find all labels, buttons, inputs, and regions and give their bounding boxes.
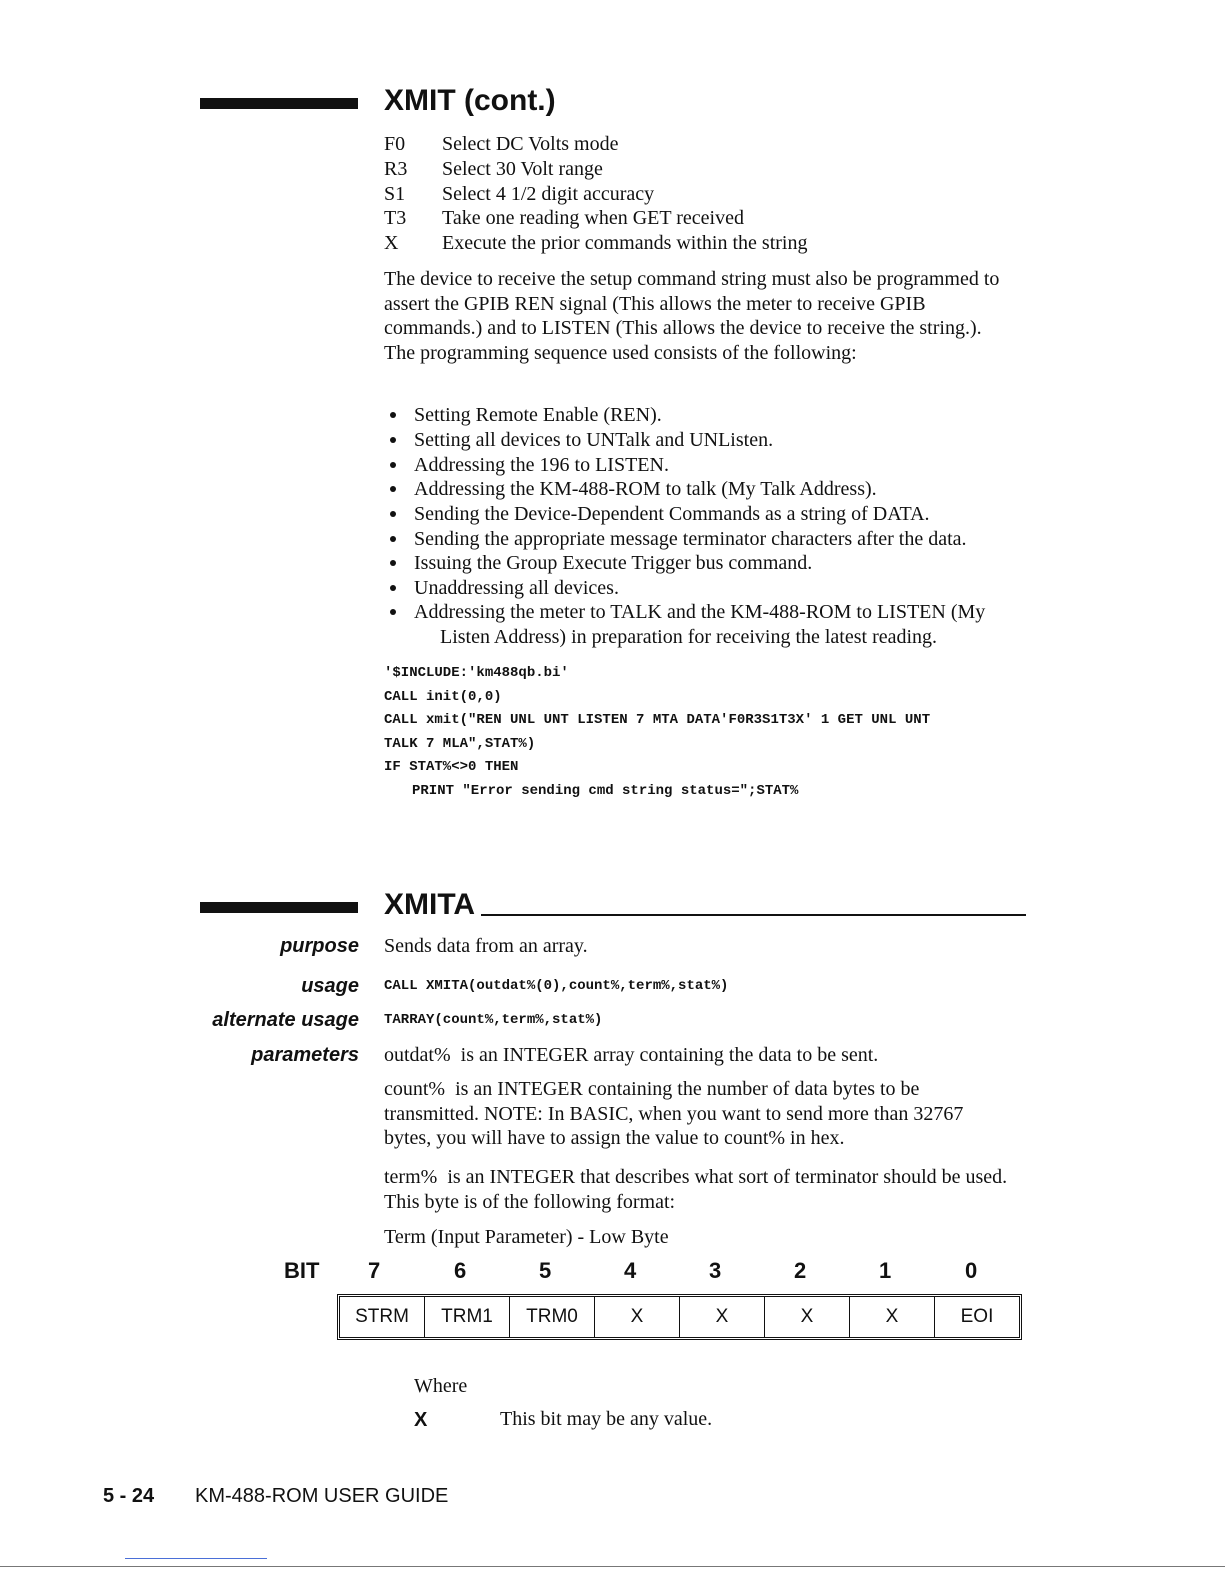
bit-number: 0 bbox=[965, 1258, 978, 1283]
param-desc: is an INTEGER that describes what sort of terminator should be used. This byte is of the following format: bbox=[384, 1166, 1008, 1213]
register-cell: TRM1 bbox=[424, 1297, 509, 1337]
x-key: X bbox=[414, 1409, 428, 1431]
usage-code: CALL XMITA(outdat%(0),count%,term%,stat%) bbox=[384, 978, 729, 994]
bullet-icon bbox=[390, 585, 396, 591]
param-name: term% bbox=[384, 1166, 438, 1188]
register-table bbox=[337, 1294, 1022, 1340]
table-caption: Term (Input Parameter) - Low Byte bbox=[384, 1226, 669, 1248]
command-desc: Select 4 1/2 digit accuracy bbox=[442, 183, 655, 205]
param-desc: is an INTEGER array containing the data to be sent. bbox=[460, 1044, 879, 1066]
bullet-icon bbox=[390, 486, 396, 492]
purpose-text: Sends data from an array. bbox=[384, 935, 588, 957]
register-cell: EOI bbox=[934, 1297, 1019, 1337]
bullet-icon bbox=[390, 536, 396, 542]
register-cell: X bbox=[849, 1297, 934, 1337]
param-name: outdat% bbox=[384, 1044, 451, 1066]
section-marker-bar bbox=[200, 98, 358, 109]
param-desc: is an INTEGER containing the number of data bytes to be transmitted. NOTE: In BASIC, when you want to send more than 32767 bytes, you will have to assign the value to count% in hex. bbox=[384, 1078, 964, 1149]
code-line: TALK 7 MLA",STAT%) bbox=[384, 736, 536, 752]
bit-number: 6 bbox=[454, 1258, 467, 1283]
param-name: count% bbox=[384, 1078, 446, 1100]
section-marker-bar bbox=[200, 902, 358, 913]
bit-number: 2 bbox=[794, 1258, 807, 1283]
command-desc: Execute the prior commands within the string bbox=[442, 232, 808, 254]
bit-number: 5 bbox=[539, 1258, 552, 1283]
register-cell: X bbox=[594, 1297, 679, 1337]
param-count bbox=[384, 1077, 1009, 1151]
bullet-icon bbox=[390, 511, 396, 517]
parameters-label: parameters bbox=[251, 1044, 359, 1066]
code-line: '$INCLUDE:'km488qb.bi' bbox=[384, 665, 569, 681]
purpose-label: purpose bbox=[280, 935, 359, 957]
bullet-icon bbox=[390, 609, 396, 615]
bit-number: 3 bbox=[709, 1258, 722, 1283]
bottom-rule bbox=[0, 1566, 1225, 1567]
register-cell: X bbox=[679, 1297, 764, 1337]
intro-paragraph: The device to receive the setup command string must also be programmed to assert the GPIB REN signal (This allows the meter to receive GPIB commands.) and to LISTEN (This allows the device to receive the string.). The programming sequence used consists of the following: bbox=[384, 268, 1000, 364]
bit-number: 7 bbox=[368, 1258, 381, 1283]
bullet-icon bbox=[390, 437, 396, 443]
usage-label: usage bbox=[301, 975, 359, 997]
alternate-usage-code: TARRAY(count%,term%,stat%) bbox=[384, 1012, 603, 1028]
title-rule bbox=[481, 914, 1026, 916]
guide-title: KM-488-ROM USER GUIDE bbox=[195, 1485, 449, 1507]
bottom-accent bbox=[125, 1558, 267, 1559]
code-line: CALL xmit("REN UNL UNT LISTEN 7 MTA DATA'F0R3S1T3X' 1 GET UNL UNT bbox=[384, 712, 931, 728]
register-cell: X bbox=[764, 1297, 849, 1337]
register-cell: TRM0 bbox=[509, 1297, 594, 1337]
x-description: This bit may be any value. bbox=[500, 1408, 713, 1430]
register-cell: STRM bbox=[355, 1306, 409, 1327]
command-code: F0 bbox=[384, 133, 406, 155]
command-code: S1 bbox=[384, 183, 406, 205]
code-line: CALL init(0,0) bbox=[384, 689, 502, 705]
param-outdat bbox=[384, 1043, 1009, 1068]
command-desc: Take one reading when GET received bbox=[442, 207, 744, 229]
command-code: R3 bbox=[384, 158, 408, 180]
section-title: XMITA bbox=[384, 888, 476, 921]
command-code: T3 bbox=[384, 207, 407, 229]
alternate-usage-label: alternate usage bbox=[212, 1009, 359, 1031]
bullet-icon bbox=[390, 412, 396, 418]
bit-label: BIT bbox=[284, 1258, 320, 1283]
code-line: PRINT "Error sending cmd string status=";STAT% bbox=[412, 783, 799, 799]
where-label: Where bbox=[414, 1375, 468, 1397]
bullet-icon bbox=[390, 462, 396, 468]
code-line: IF STAT%<>0 THEN bbox=[384, 759, 519, 775]
command-desc: Select 30 Volt range bbox=[442, 158, 603, 180]
command-code: X bbox=[384, 232, 399, 254]
page-number: 5 - 24 bbox=[103, 1485, 155, 1507]
command-desc: Select DC Volts mode bbox=[442, 133, 619, 155]
param-term bbox=[384, 1165, 1009, 1214]
bit-number: 4 bbox=[624, 1258, 637, 1283]
bit-number: 1 bbox=[879, 1258, 892, 1283]
bullet-icon bbox=[390, 560, 396, 566]
section-title: XMIT (cont.) bbox=[384, 84, 556, 117]
